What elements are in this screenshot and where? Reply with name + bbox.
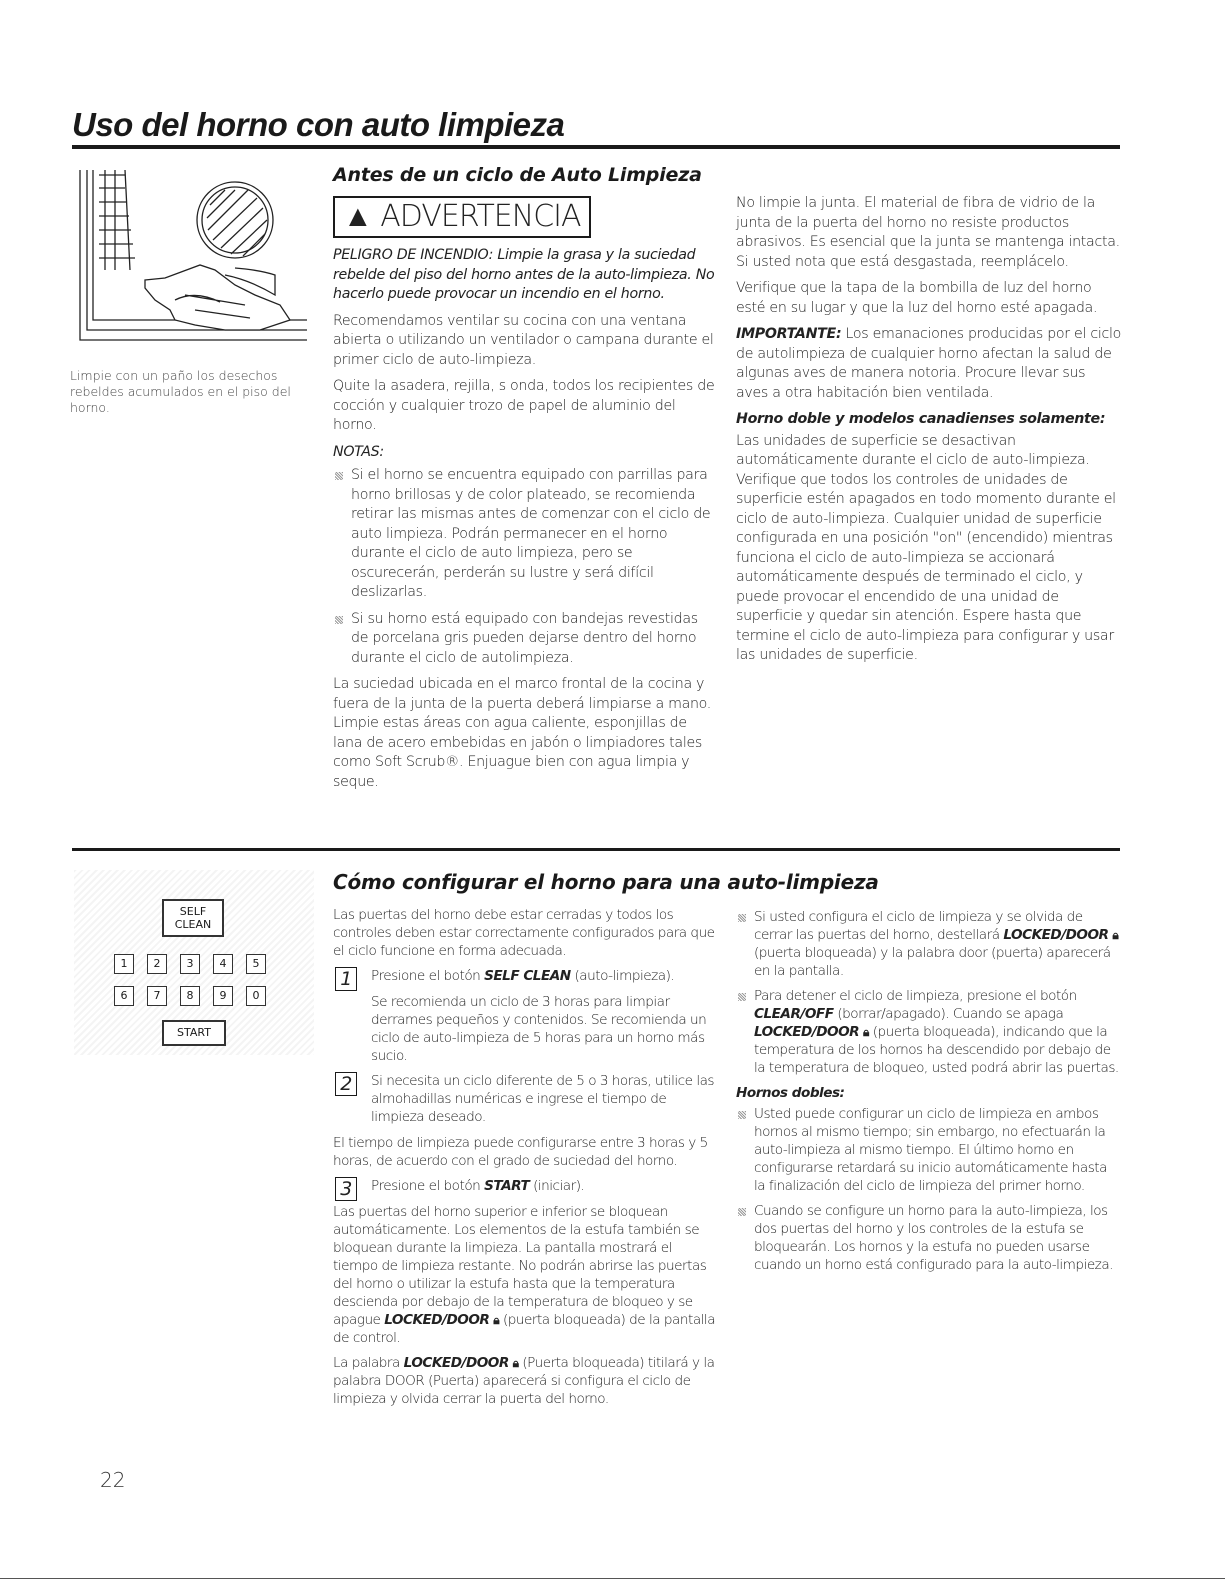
remove-items-paragraph: Quite la asadera, rejilla, s onda, todos los recipientes de cocción y cualquier trozo de papel de aluminio del horno. [333, 378, 715, 433]
step-number: 1 [335, 967, 357, 991]
step-1 [333, 967, 718, 990]
bullet-text: Si usted configura el ciclo de limpieza y se olvida de cerrar las puertas del horno, destellará [754, 909, 1083, 943]
list-item: Cuando se configure un horno para la auto-limpieza, los dos puertas del horno y los controles de la estufa se bloquearán. Los hornos y la estufa no pueden usarse cuando un horno está configurado para la auto-limpieza. [736, 1202, 1121, 1274]
page-title: Uso del horno con auto limpieza [72, 106, 565, 143]
step-text: Si necesita un ciclo diferente de 5 o 3 horas, utilice las almohadillas numéricas e ingrese el tiempo de limpieza deseado. [371, 1073, 715, 1125]
list-item: Usted puede configurar un ciclo de limpieza en ambos hornos al mismo tiempo; sin embargo, no efectuarán la auto-limpieza al mismo tiempo. El último horno en configurarse retardará su inicio automáticamente hasta la finalización del ciclo de limpieza del primer horno. [736, 1105, 1121, 1195]
lock-text: Las puertas del horno superior e inferior se bloquean automáticamente. Los elementos de la estufa también se bloquean durante la limpieza. La pantalla mostrará el tiempo de limpieza restante. No podrán abrirse las puertas del horno o utilizar la estufa hasta que la temperatura descienda por debajo de la temperatura de bloqueo y se apague [333, 1204, 707, 1328]
warning-triangle-icon: ▲ [343, 199, 372, 234]
key-3[interactable]: 3 [180, 954, 200, 974]
gasket-paragraph: No limpie la junta. El material de fibra de vidrio de la junta de la puerta del horno no resiste productos abrasivos. Es esencial que la junta se mantenga intacta. Si usted nota que está desgastada, reemplácelo. [736, 195, 1120, 270]
start-key-label: START [484, 1178, 530, 1194]
start-key[interactable]: START [162, 1020, 226, 1046]
oven-cleaning-illustration [75, 170, 307, 360]
bullet-text: (puerta bloqueada), indicando que la temperatura de los hornos ha descendido por debajo de la temperatura de bloqueo, usted podrá abrir las puertas. [754, 1024, 1119, 1076]
section-heading-before-clean: Antes de un ciclo de Auto Limpieza [333, 164, 702, 186]
key-9[interactable]: 9 [213, 986, 233, 1006]
clear-off-label: CLEAR/OFF [754, 1006, 834, 1022]
lock-icon: 🔒︎ [1112, 928, 1119, 942]
key-4[interactable]: 4 [213, 954, 233, 974]
locked-door-label: LOCKED/DOOR [1003, 927, 1109, 943]
warning-box [333, 196, 591, 238]
birds-text: Los emanaciones producidas por el ciclo de autolimpieza de cualquier horno afectan la salud de algunas aves de manera notoria. Procure llevar sus aves a otra habitación bien ventilada. [736, 326, 1121, 401]
step-text: (auto-limpieza). [570, 968, 675, 984]
step-number: 2 [335, 1072, 357, 1096]
step-number: 3 [335, 1177, 357, 1201]
self-clean-key-label: SELF CLEAN [484, 968, 571, 984]
bullet-text: Para detener el ciclo de limpieza, presione el botón [754, 988, 1077, 1004]
title-rule [72, 145, 1120, 149]
bullet-text: (puerta bloqueada) y la palabra door (puerta) aparecerá en la pantalla. [754, 945, 1111, 979]
note-item: Si su horno está equipado con bandejas revestidas de porcelana gris pueden dejarse dentro del horno durante el ciclo de autolimpieza. [333, 610, 718, 669]
step-text: (iniciar). [529, 1178, 585, 1194]
key-5[interactable]: 5 [246, 954, 266, 974]
lock-text: (puerta bloqueada) de la pantalla de control. [333, 1312, 716, 1346]
key-7[interactable]: 7 [147, 986, 167, 1006]
warning-label: ADVERTENCIA [380, 199, 581, 234]
ventilation-paragraph: Recomendamos ventilar su cocina con una ventana abierta o utilizando un ventilador o campana durante el primer ciclo de auto-limpieza. [333, 312, 714, 368]
note-item: Si el horno se encuentra equipado con parrillas para horno brillosas y de color plateado, se recomienda retirar las mismas antes de comenzar con el ciclo de auto limpieza. Podrán permanecer en el horno durante el ciclo de auto limpieza, pero se oscurecerán, perderán su lustre y será difícil deslizarlas. [333, 466, 718, 603]
blink-text: La palabra [333, 1355, 404, 1371]
important-label: IMPORTANTE: [736, 326, 842, 342]
surface-units-paragraph: Las unidades de superficie se desactivan automáticamente durante el ciclo de auto-limpieza. Verifique que todos los controles de unidades de superficie estén apagados en todo momento durante el ciclo de auto-limpieza. Cualquier unidad de superficie configurada en una posición "on" (encendido) mientras funciona el ciclo de auto-limpieza se accionará automáticamente después de terminado el ciclo, y puede provocar el encendido de una unidad de superficie y quedar sin atención. Espere hasta que termine el ciclo de auto-limpieza para configurar y usar las unidades de superficie. [736, 432, 1116, 663]
double-oven-heading: Horno doble y modelos canadienses solamente: [736, 411, 1106, 427]
blink-paragraph [333, 1354, 718, 1408]
bullet-text: (borrar/apagado). Cuando se apaga [833, 1006, 1064, 1022]
section-divider [72, 848, 1120, 851]
lock-paragraph [333, 1203, 718, 1347]
page-number: 22 [100, 1468, 126, 1492]
blink-text: (Puerta bloqueada) titilará y la palabra DOOR (Puerta) aparecerá si configura el ciclo de limpieza y olvida cerrar la puerta del horno. [333, 1355, 715, 1407]
section1-right-column [736, 194, 1121, 673]
section-heading-setup-clean: Cómo configurar el horno para una auto-limpieza [333, 870, 879, 894]
lock-icon: 🔒︎ [493, 1313, 500, 1327]
warning-text: PELIGRO DE INCENDIO: Limpie la grasa y la suciedad rebelde del piso del horno antes de la auto-limpieza. No hacerlo puede provocar un incendio en el horno. [333, 247, 715, 302]
locked-door-label: LOCKED/DOOR [754, 1024, 860, 1040]
figure-caption: Limpie con un paño los desechos rebeldes acumulados en el piso del horno. [70, 368, 291, 415]
key-0[interactable]: 0 [246, 986, 266, 1006]
step-3 [333, 1177, 718, 1200]
bottom-rule [0, 1578, 1225, 1579]
step-1-detail: Se recomienda un ciclo de 3 horas para limpiar derrames pequeños y contenidos. Se recomienda un ciclo de auto-limpieza de 5 horas para un horno más sucio. [371, 994, 707, 1064]
key-2[interactable]: 2 [147, 954, 167, 974]
step-2 [333, 1072, 718, 1126]
control-keypad [74, 870, 314, 1055]
double-ovens-label: Hornos dobles: [736, 1085, 845, 1101]
section2-right-column [736, 908, 1121, 1281]
frame-cleaning-paragraph: La suciedad ubicada en el marco frontal de la cocina y fuera de la junta de la puerta deberá limpiarse a mano. Limpie estas áreas con agua caliente, esponjillas de lana de acero embebidas en jabón o limpiadores tales como Soft Scrub®. Enjuague bien con agua limpia y seque. [333, 676, 712, 790]
key-6[interactable]: 6 [114, 986, 134, 1006]
intro-paragraph: Las puertas del horno debe estar cerradas y todos los controles deben estar correctamente configurados para que el ciclo funcione en forma adecuada. [333, 907, 715, 959]
step-text: Presione el botón [371, 1178, 485, 1194]
locked-door-label: LOCKED/DOOR [403, 1355, 509, 1371]
lock-icon: 🔒︎ [512, 1356, 519, 1370]
step-text: Presione el botón [371, 968, 485, 984]
section2-middle-column [333, 906, 718, 1415]
birds-paragraph [736, 325, 1121, 403]
self-clean-key[interactable]: SELF CLEAN [162, 899, 224, 937]
lock-icon: 🔒︎ [862, 1025, 869, 1039]
notes-label: NOTAS: [333, 443, 384, 460]
key-1[interactable]: 1 [114, 954, 134, 974]
locked-door-label: LOCKED/DOOR [384, 1312, 490, 1328]
section1-middle-column [333, 196, 718, 799]
time-range-paragraph: El tiempo de limpieza puede configurarse entre 3 horas y 5 horas, de acuerdo con el grado de suciedad del horno. [333, 1135, 708, 1169]
list-item [736, 987, 1121, 1077]
list-item [736, 908, 1121, 980]
key-8[interactable]: 8 [180, 986, 200, 1006]
bulb-paragraph: Verifique que la tapa de la bombilla de luz del horno esté en su lugar y que la luz del horno esté apagada. [736, 280, 1098, 316]
